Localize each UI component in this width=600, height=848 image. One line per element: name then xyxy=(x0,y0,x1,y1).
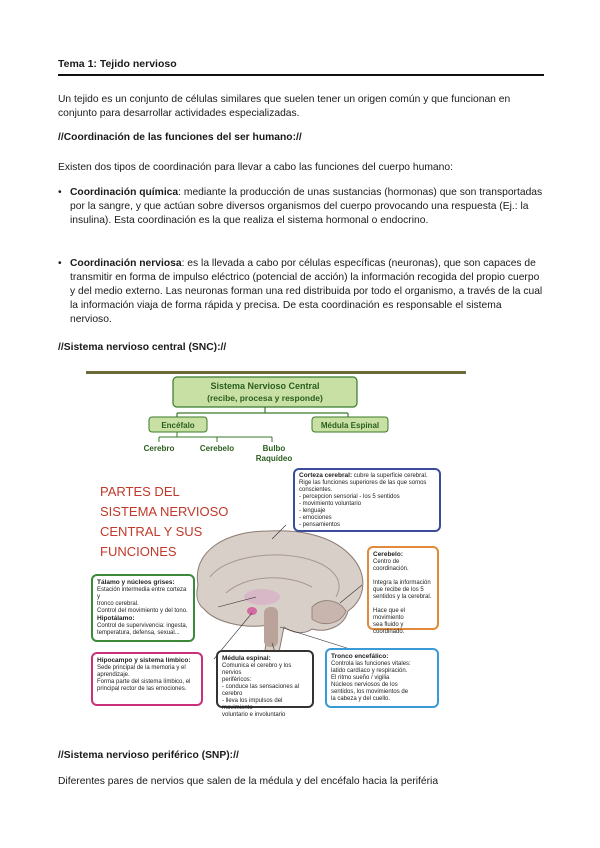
cerebelo-line: Integra la información xyxy=(373,580,431,586)
corteza-line: - pensamientos xyxy=(299,522,341,528)
tronco-line: sentidos, los movimientos de xyxy=(331,689,409,695)
cerebelo-title: Cerebelo: xyxy=(373,551,403,558)
hipocampo-line: aprendizaje. xyxy=(97,672,130,678)
section-heading-coordination: //Coordinación de las funciones del ser humano:// xyxy=(58,132,302,143)
corteza-line: - emociones xyxy=(299,515,332,521)
corteza-line: - lenguaje xyxy=(299,508,326,514)
corteza-title: Corteza cerebral: xyxy=(299,472,353,479)
medula-line: voluntario e involuntario xyxy=(222,712,286,718)
bullet-text: : mediante la producción de unas sustancias (hormonas) que son transportadas por la sangre, y que actúan sobre diversos organismos del cuerpo provocando una respuesta (Ej.: la insulina). Esta coordinación es la que realiza el sistema hormonal o endocrino. xyxy=(70,187,543,226)
cerebelo-line: que recibe de los 5 xyxy=(373,587,424,593)
lead-paragraph: Existen dos tipos de coordinación para llevar a cabo las funciones del cuerpo humano: xyxy=(58,162,453,173)
poster-title-line: CENTRAL Y SUS xyxy=(100,524,203,539)
cerebelo-box xyxy=(373,551,435,636)
hipocampo-line: Sede principal de la memoria y el xyxy=(97,665,186,671)
corteza-line: conscientes. xyxy=(299,487,333,493)
hipotalamo-line: temperatura, defensa, sexual... xyxy=(97,630,180,636)
bullet-text: : es la llevada a cabo por células específicas (neuronas), que son capaces de transmitir en forma de impulso eléctrico (potencial de acción) la información recogida del propio cuerpo y del medio externo. Las neuronas forman una red distribuida por todo el organismo, a través de la cual la información viaja de forma rápida y precisa. De esta coordinación es responsable el sistema nervioso. xyxy=(70,258,543,325)
diagram-encefalo-label: Encéfalo xyxy=(161,421,195,430)
poster-title-line: FUNCIONES xyxy=(100,544,177,559)
tronco-line: Núcleos nerviosos de los xyxy=(331,682,398,688)
title-divider xyxy=(58,74,544,76)
bullet-dot: • xyxy=(58,187,62,198)
bullet-item-chemical xyxy=(58,186,544,228)
hipocampo-box xyxy=(97,657,199,693)
cerebelo-line: sea fluido y coordinado. xyxy=(373,622,405,635)
poster-title-line: PARTES DEL xyxy=(100,484,180,499)
medula-line: periféricos: xyxy=(222,677,252,683)
diagram-top-subtitle: (recibe, procesa y responde) xyxy=(207,393,323,403)
corteza-line: - movimiento voluntario xyxy=(299,501,362,507)
medula-title: Médula espinal: xyxy=(222,655,271,662)
hipotalamo-title: Hipotálamo: xyxy=(97,615,135,622)
poster-title-line: SISTEMA NERVIOSO xyxy=(100,504,229,519)
document-title: Tema 1: Tejido nervioso xyxy=(58,58,177,70)
corteza-line: - percepcion sensorial - los 5 sentidos xyxy=(299,494,400,500)
medula-line: Comunica el cerebro y los nervios xyxy=(222,663,292,676)
tronco-line: Controla las funciones vitales: xyxy=(331,661,411,667)
bullet-term: Coordinación nerviosa xyxy=(70,258,182,269)
closing-paragraph: Diferentes pares de nervios que salen de la médula y del encéfalo hacia la periféria xyxy=(58,776,439,787)
corteza-line: cubre la superficie cerebral. xyxy=(353,473,428,479)
section-heading-snp: //Sistema nervioso periférico (SNP):// xyxy=(58,750,239,761)
cerebelo-line: Centro de coordinación. xyxy=(373,559,409,572)
cerebelo-line: sentidos y la cerebral. xyxy=(373,594,432,600)
tronco-title: Tronco encefálico: xyxy=(331,653,389,660)
talamo-line: Control del movimiento y del tono. xyxy=(97,608,188,614)
hipotalamo-line: Control de supervivencia: ingesta, xyxy=(97,623,188,629)
diagram-bulbo-label: Bulbo xyxy=(262,444,286,453)
talamo-line: Estación intermedia entre corteza y xyxy=(97,587,187,600)
diagram-raquideo-label: Raquídeo xyxy=(255,454,293,463)
talamo-title: Tálamo y núcleos grises: xyxy=(97,579,175,586)
corteza-box xyxy=(299,472,437,529)
hipocampo-line: principal rector de las emociones. xyxy=(97,686,187,692)
medula-box xyxy=(222,655,310,719)
hipocampo-title: Hipocampo y sistema límbico: xyxy=(97,657,191,664)
tronco-line: la cabeza y del cuello. xyxy=(331,696,391,702)
corteza-line: Rige las funciones superiores de las que somos xyxy=(299,480,427,486)
diagram-cerebro-label: Cerebro xyxy=(143,444,175,453)
tronco-line: latido cardíaco y respiración. xyxy=(331,668,408,674)
diagram-medula-label: Médula Espinal xyxy=(320,421,380,430)
medula-line: - conduce las sensaciones al cerebro xyxy=(222,684,300,697)
bullet-item-nervous xyxy=(58,257,544,327)
talamo-line: tronco cerebral. xyxy=(97,601,139,607)
intro-paragraph: Un tejido es un conjunto de células similares que suelen tener un origen común y que funcionan en conjunto para desarrollar actividades especializadas. xyxy=(58,94,511,119)
bullet-term: Coordinación química xyxy=(70,187,179,198)
tronco-line: El ritmo sueño / vigilia xyxy=(331,675,390,681)
hipocampo-line: Forma parte del sistema límbico, el xyxy=(97,679,191,685)
diagram-top-title: Sistema Nervioso Central xyxy=(210,381,320,391)
tronco-box xyxy=(331,653,435,703)
snc-diagram-figure xyxy=(86,371,466,718)
section-heading-snc: //Sistema nervioso central (SNC):// xyxy=(58,342,227,353)
medula-line: - lleva los impulsos del movimiento xyxy=(222,698,283,711)
diagram-cerebelo-label: Cerebelo xyxy=(199,444,235,453)
bullet-dot: • xyxy=(58,258,62,269)
cerebelo-line: Hace que el movimiento xyxy=(373,608,406,621)
talamo-box xyxy=(97,579,191,637)
